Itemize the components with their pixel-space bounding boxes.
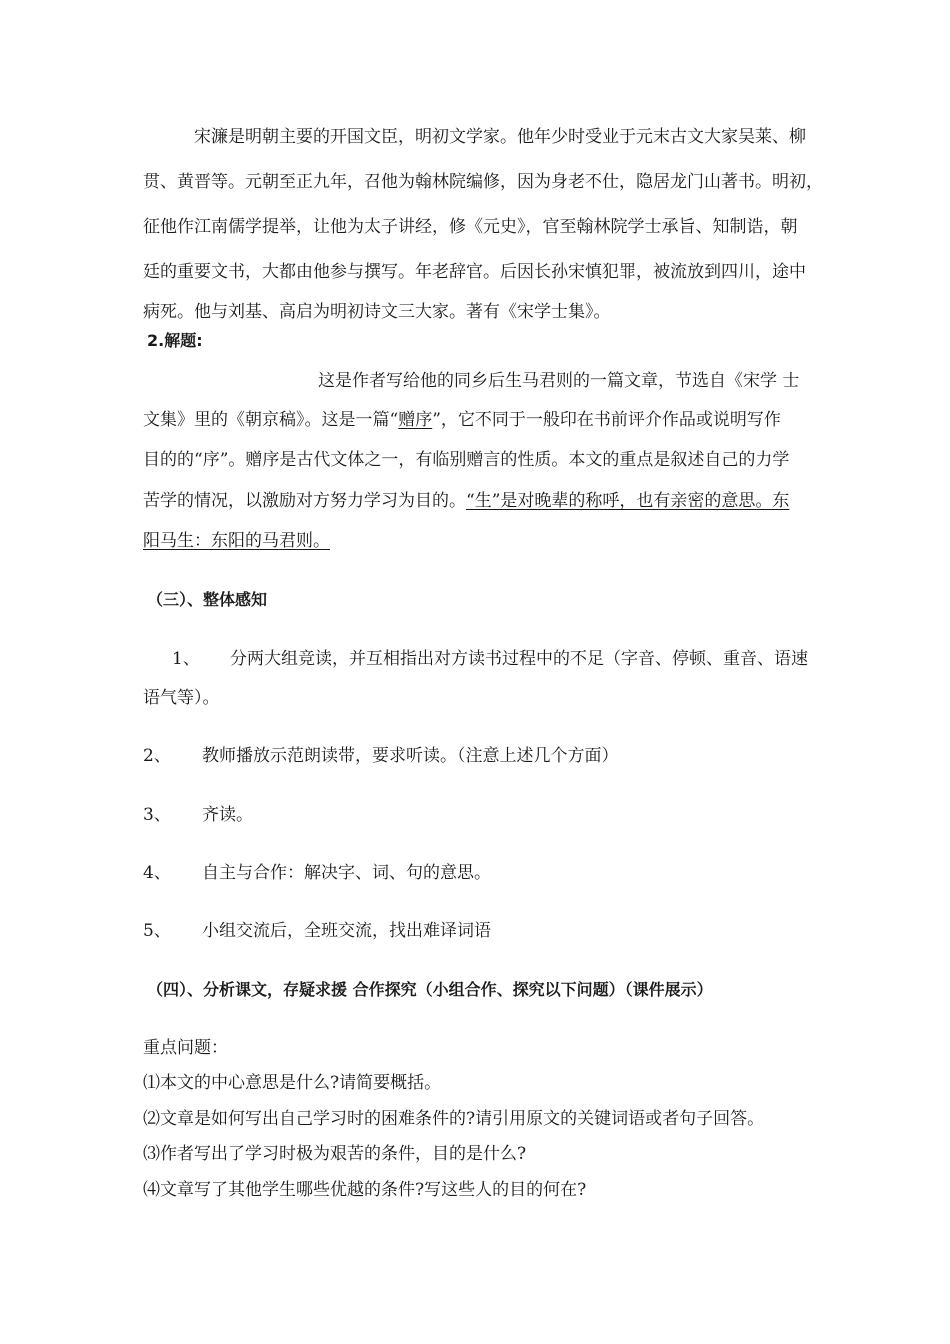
section3-heading: （三）、整体感知 <box>147 590 268 609</box>
bio-line-3: 征他作江南儒学提举，让他为太子讲经，修《元史》，官至翰林院学士承旨、知制诰，朝 <box>143 217 798 237</box>
jieti-line-3: 目的的“序”。赠序是古代文体之一，有临别赠言的性质。本文的重点是叙述自己的力学 <box>143 450 790 470</box>
jieti-line-2 <box>143 409 781 431</box>
item-5-number: 5、 <box>143 921 171 941</box>
sheng-definition-underlined: “生”是对晚辈的称呼，也有亲密的意思。东 <box>466 491 790 511</box>
item-2-number: 2、 <box>143 746 171 766</box>
zengxu-underlined: 赠序 <box>398 410 433 430</box>
jieti-line-4-pre: 苦学的情况，以激励对方努力学习为目的。 <box>143 491 466 511</box>
item-4-number: 4、 <box>143 863 171 883</box>
item-3-number: 3、 <box>143 805 171 825</box>
question-2: ⑵文章是如何写出自己学习时的困难条件的?请引用原文的关键词语或者句子回答。 <box>143 1109 765 1129</box>
jieti-line-2-post: ”，它不同于一般印在书前评介作品或说明写作 <box>432 410 781 430</box>
section4-heading: （四）、分析课文，存疑求援 合作探究（小组合作、探究以下问题）（课件展示） <box>147 980 713 999</box>
item-5-text: 小组交流后，全班交流，找出难译词语 <box>202 921 491 941</box>
jieti-line-2-pre: 文集》里的《朝京稿》。这是一篇“ <box>143 410 399 430</box>
jieti-line-1: 这是作者写给他的同乡后生马君则的一篇文章，节选自《宋学 士 <box>318 371 800 391</box>
question-1: ⑴本文的中心意思是什么?请简要概括。 <box>143 1073 442 1093</box>
question-4: ⑷文章写了其他学生哪些优越的条件?写这些人的目的何在? <box>143 1180 587 1200</box>
jieti-line-4 <box>143 490 789 512</box>
bio-line-5: 病死。他与刘基、高启为明初诗文三大家。著有《宋学士集》。 <box>143 302 611 322</box>
bio-line-1: 宋濂是明朝主要的开国文臣，明初文学家。他年少时受业于元末古文大家吴莱、柳 <box>194 127 806 147</box>
item-1-number: 1、 <box>172 649 200 669</box>
jieti-line-5: 阳马生：东阳的马君则。 <box>143 531 330 551</box>
question-3: ⑶作者写出了学习时极为艰苦的条件，目的是什么? <box>143 1144 527 1164</box>
item-1-text: 分两大组竞读，并互相指出对方读书过程中的不足（字音、停顿、重音、语速 <box>230 649 808 669</box>
key-questions-label: 重点问题： <box>143 1038 228 1058</box>
item-1-continuation: 语气等）。 <box>143 688 220 708</box>
item-2-text: 教师播放示范朗读带，要求听读。（注意上述几个方面） <box>202 746 619 766</box>
item-3-text: 齐读。 <box>202 805 253 825</box>
bio-line-2: 贯、黄晋等。元朝至正九年，召他为翰林院编修，因为身老不仕，隐居龙门山著书。明初， <box>143 172 823 192</box>
jieti-heading: 2.解题: <box>147 331 203 350</box>
item-4-text: 自主与合作：解决字、词、句的意思。 <box>202 863 491 883</box>
bio-line-4: 廷的重要文书，大都由他参与撰写。年老辞官。后因长孙宋慎犯罪，被流放到四川，途中 <box>143 262 806 282</box>
